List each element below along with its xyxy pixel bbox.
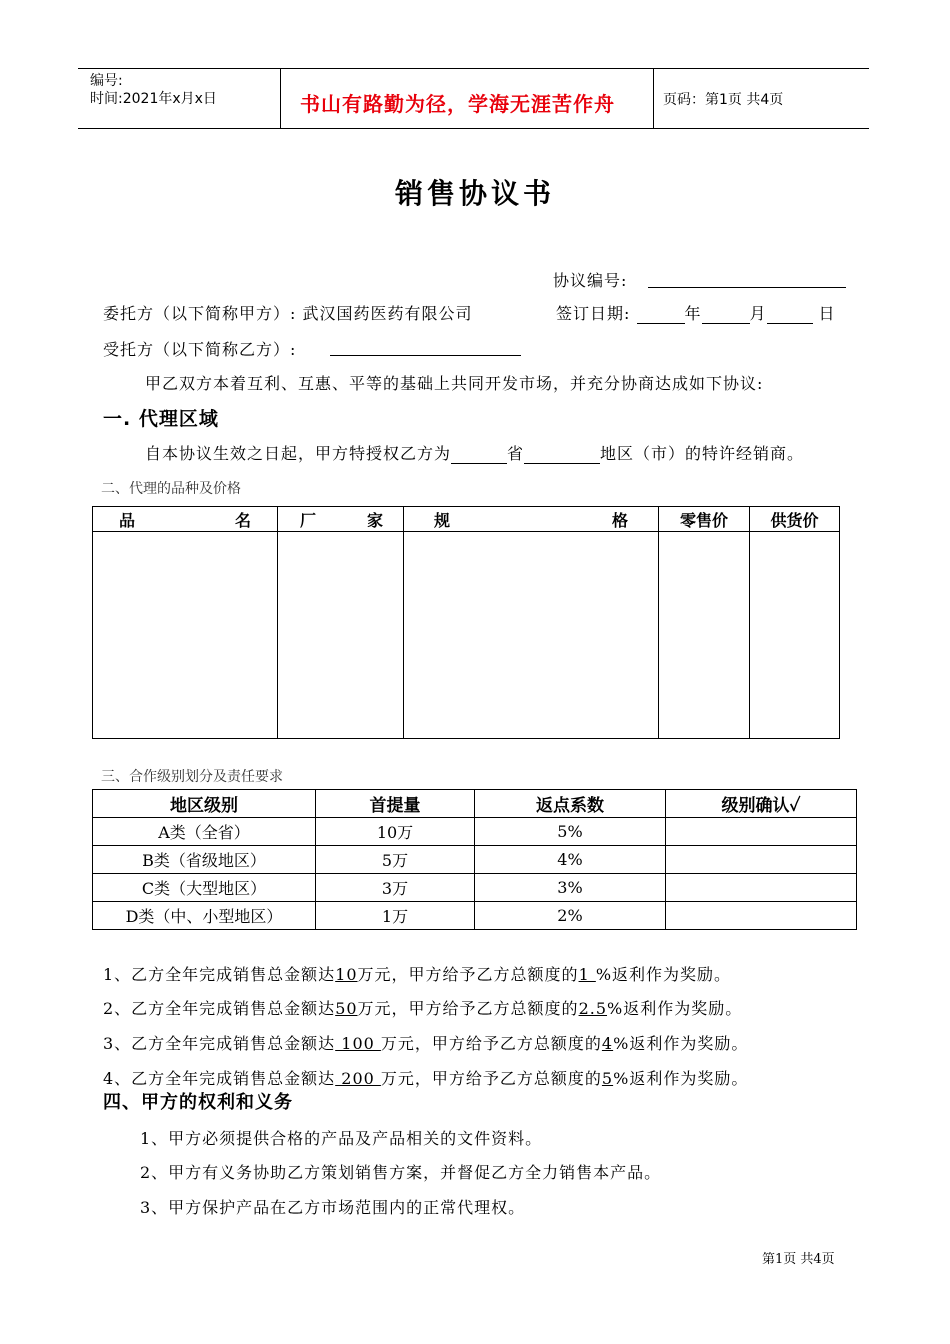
amount-cell: 10万	[316, 818, 475, 846]
party-b-blank[interactable]	[330, 337, 521, 356]
section1-text-a: 自本协议生效之日起，甲方特授权乙方为	[145, 444, 452, 463]
header-time: 时间:2021年x月x日	[90, 91, 217, 107]
col-specification: 规 格	[404, 507, 659, 532]
section1-heading: 一. 代理区域	[103, 408, 219, 430]
cell-retail-price[interactable]	[659, 532, 750, 739]
cell-product-name[interactable]	[93, 532, 278, 739]
sign-date-day-blank[interactable]	[767, 305, 813, 324]
header-motto: 书山有路勤为径，学海无涯苦作舟	[300, 92, 615, 116]
level-cell: C类（大型地区）	[93, 874, 316, 902]
section4-item: 3、甲方保护产品在乙方市场范围内的正常代理权。	[140, 1198, 526, 1217]
confirm-cell[interactable]	[666, 874, 857, 902]
confirm-cell[interactable]	[666, 846, 857, 874]
products-table-header	[93, 507, 840, 532]
products-table-row	[93, 532, 840, 739]
rebate-cell: 3%	[475, 874, 666, 902]
header-divider	[653, 68, 654, 128]
col-product-name: 品 名	[93, 507, 278, 532]
sign-date-month-blank[interactable]	[702, 305, 750, 324]
page-title: 销售协议书	[394, 177, 555, 210]
section3-heading: 三、合作级别划分及责任要求	[101, 769, 283, 785]
sign-date	[556, 301, 836, 324]
level-cell: A类（全省）	[93, 818, 316, 846]
col-level: 地区级别	[93, 790, 316, 818]
table-row	[93, 846, 857, 874]
sign-date-label: 签订日期:	[556, 304, 631, 323]
sign-date-year: 年	[684, 304, 702, 323]
table-row	[93, 818, 857, 846]
region-blank[interactable]	[524, 445, 600, 464]
rebate-cell: 2%	[475, 902, 666, 930]
sign-date-month: 月	[749, 304, 767, 323]
party-b-label: 受托方（以下简称乙方）:	[103, 340, 297, 359]
amount-cell: 5万	[316, 846, 475, 874]
col-first-amount: 首提量	[316, 790, 475, 818]
party-a-line: 委托方（以下简称甲方）: 武汉国药医药有限公司	[103, 304, 473, 323]
section4-heading: 四、甲方的权利和义务	[103, 1092, 293, 1113]
level-cell: B类（省级地区）	[93, 846, 316, 874]
agreement-no-blank[interactable]	[648, 270, 846, 288]
header-number-label: 编号:	[90, 73, 123, 89]
rebate-cell: 4%	[475, 846, 666, 874]
cell-manufacturer[interactable]	[278, 532, 404, 739]
levels-table	[92, 789, 857, 930]
rebate-clause: 1、乙方全年完成销售总金额达10万元，甲方给予乙方总额度的1 %返利作为奖励。	[103, 965, 732, 984]
col-retail-price: 零售价	[659, 507, 750, 532]
table-row	[93, 874, 857, 902]
province-blank[interactable]	[451, 445, 507, 464]
col-level-confirm: 级别确认✓	[666, 790, 857, 818]
header-page-info: 页码：第1页 共4页	[663, 92, 784, 108]
amount-cell: 1万	[316, 902, 475, 930]
sign-date-year-blank[interactable]	[637, 305, 685, 324]
col-manufacturer: 厂 家	[278, 507, 404, 532]
section1-text	[145, 441, 804, 464]
footer-page-info: 第1页 共4页	[762, 1252, 835, 1267]
col-supply-price: 供货价	[750, 507, 840, 532]
level-cell: D类（中、小型地区）	[93, 902, 316, 930]
rebate-clause: 3、乙方全年完成销售总金额达 100 万元，甲方给予乙方总额度的4%返利作为奖励。	[103, 1034, 749, 1053]
rebate-cell: 5%	[475, 818, 666, 846]
province-label: 省	[507, 444, 525, 463]
table-row	[93, 902, 857, 930]
section4-item: 2、甲方有义务协助乙方策划销售方案，并督促乙方全力销售本产品。	[140, 1163, 662, 1182]
confirm-cell[interactable]	[666, 902, 857, 930]
rebate-clause: 4、乙方全年完成销售总金额达 200 万元，甲方给予乙方总额度的5%返利作为奖励。	[103, 1069, 749, 1088]
header-top-rule	[78, 68, 869, 69]
header-bottom-rule	[78, 128, 869, 129]
rebate-clause: 2、乙方全年完成销售总金额达50万元，甲方给予乙方总额度的2.5%返利作为奖励。	[103, 999, 743, 1018]
section4-item: 1、甲方必须提供合格的产品及产品相关的文件资料。	[140, 1129, 543, 1148]
cell-specification[interactable]	[404, 532, 659, 739]
products-table	[92, 506, 840, 739]
section2-heading: 二、代理的品种及价格	[101, 481, 241, 497]
intro-paragraph: 甲乙双方本着互利、互惠、平等的基础上共同开发市场，并充分协商达成如下协议:	[145, 374, 764, 393]
col-rebate: 返点系数	[475, 790, 666, 818]
section1-text-b: 地区（市）的特许经销商。	[600, 444, 805, 463]
agreement-no-label: 协议编号:	[553, 271, 628, 290]
confirm-cell[interactable]	[666, 818, 857, 846]
header-divider	[280, 68, 281, 128]
amount-cell: 3万	[316, 874, 475, 902]
sign-date-day: 日	[818, 304, 836, 323]
levels-table-header	[93, 790, 857, 818]
cell-supply-price[interactable]	[750, 532, 840, 739]
